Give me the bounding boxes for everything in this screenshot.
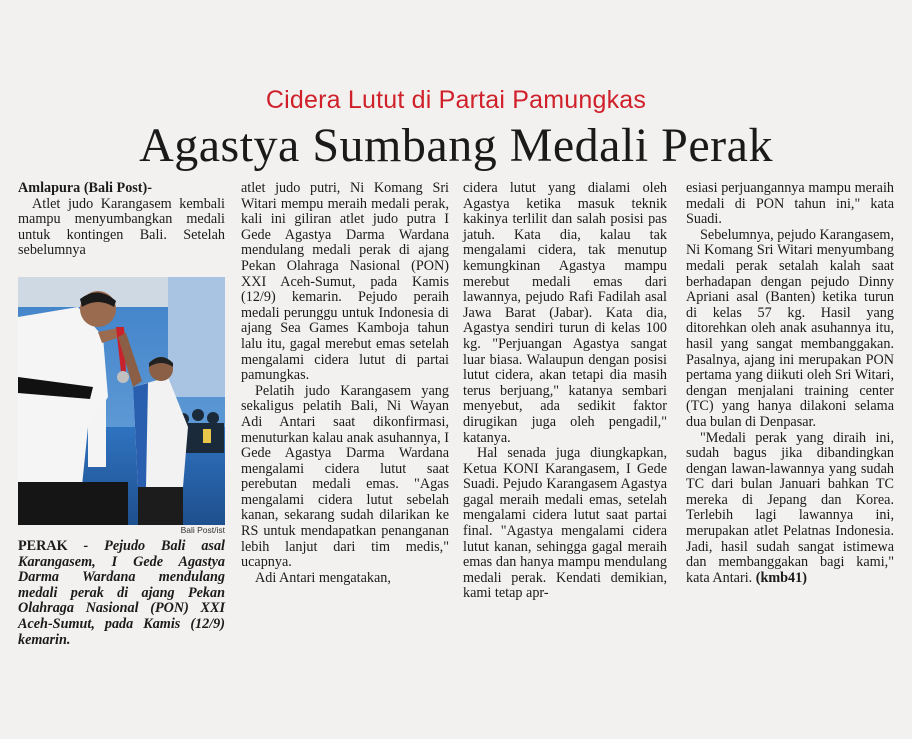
paragraph: Sebelumnya, pejudo Karangasem, Ni Komang Sri Witari menyumbang medali perak setalah kalah saat berhadapan dengan pejudo Dinny Apriani asal (Banten) ketika turun di kelas 57 kg. Hasil yang ditorehkan oleh anak asuhannya itu, hasil yang sangat membanggakan. Pasalnya, ajang ini merupakan PON pertama yang diikuti oleh Sri Witari, dengan menjalani training center (TC) yang hanya dilakoni selama dua bulan di Denpasar. — [686, 226, 894, 430]
paragraph — [686, 431, 894, 587]
author-signature: (kmb41) — [755, 569, 807, 586]
article-photo — [18, 277, 225, 525]
article-kicker: Cidera Lutut di Partai Pamungkas — [265, 86, 647, 114]
paragraph: esiasi perjuangannya mampu meraih medali di PON tahun ini," kata Suadi. — [686, 180, 894, 228]
column-2 — [241, 181, 449, 586]
paragraph: Pelatih judo Karangasem yang sekaligus pelatih Bali, Ni Wayan Adi Antari saat dikonfirmasi, menuturkan kalau anak asuhannya, I Gede Agastya Darma Wardana mengalami cidera lutut saat perebutan medali emas. "Agas mengalami cidera lutut sebelah kanan, sekarang sudah dilarikan ke RS untuk mendapatkan penanganan lebih lanjut dari tim medis," ucapnya. — [241, 382, 449, 571]
paragraph: atlet judo putri, Ni Komang Sri Witari mempu meraih medali perak, kali ini giliran atlet judo putra I Gede Agastya Darma Wardana mendulang medali perak di ajang Pekan Olahraga Nasional (PON) XXI Aceh-Sumut, pada Kamis (12/9) kemarin. Pejudo peraih medali perunggu untuk Indonesia di ajang Sea Games Kamboja tahun lalu itu, gagal merebut emas setelah mengalami cidera lutut di partai pamungkas. — [241, 180, 449, 384]
photo-credit: Bali Post/ist — [180, 525, 225, 535]
caption-lead: PERAK — [18, 538, 68, 554]
lead-paragraph: Atlet judo Karangasem kembali mampu menyumbangkan medali untuk kontingen Bali. Setelah sebelumnya — [18, 195, 225, 259]
judo-medal-ceremony-image — [18, 277, 225, 525]
caption-body: - Pejudo Bali asal Karangasem, I Gede Agastya Darma Wardana mendulang medali perak di ajang Pekan Olahraga Nasional (PON) XXI Aceh-Sumut, pada Kamis (12/9) kemarin. — [18, 538, 225, 648]
photo-caption — [18, 539, 225, 648]
column-1 — [18, 181, 225, 259]
paragraph-text: "Medali perak yang diraih ini, sudah bagus jika dibandingkan dengan lawan-lawannya yang sudah TC dari bulan Januari bahkan TC mereka di Jepang dan Korea. Terlebih lagi lawannya ini, merupakan atlet Pelatnas Indonesia. Jadi, hasil sudah sangat istimewa dan membanggakan bagi kami," kata Antari. — [686, 429, 894, 586]
paragraph: cidera lutut yang dialami oleh Agastya ketika masuk teknik kakinya terlilit dan salah posisi pas jatuh. Kata dia, kalau tak mengalami cidera, tak menutup kemungkinan Agastya mampu merebut medali emas dari lawannya, pejudo Rafi Fadilah asal Jawa Barat (Jabar). Kata dia, Agastya sendiri turun di kelas 100 kg. "Perjuangan Agastya sangat luar biasa. Walaupun dengan posisi lutut cidera, akan tetapi dia masih terus berjuang," katanya sembari menyebut, ada sedikit faktor dirugikan juga oleh pengadil," katanya. — [463, 180, 667, 446]
dateline: Amlapura (Bali Post)- — [18, 180, 152, 196]
article-headline: Agastya Sumbang Medali Perak — [139, 119, 773, 172]
column-3 — [463, 181, 667, 602]
paragraph: Hal senada juga diungkapkan, Ketua KONI Karangasem, I Gede Suadi. Pejudo Karangasem Agastya gagal meraih medali emas, setelah mengalami cidera lutut saat partai final. "Agastya mengalami cidera lutut kanan, sehingga gagal meraih emas dan hanya mampu mendulang medali perak. Kendati demikian, kami tetap apr- — [463, 445, 667, 602]
column-4 — [686, 181, 894, 586]
paragraph: Adi Antari mengatakan, — [255, 569, 391, 586]
